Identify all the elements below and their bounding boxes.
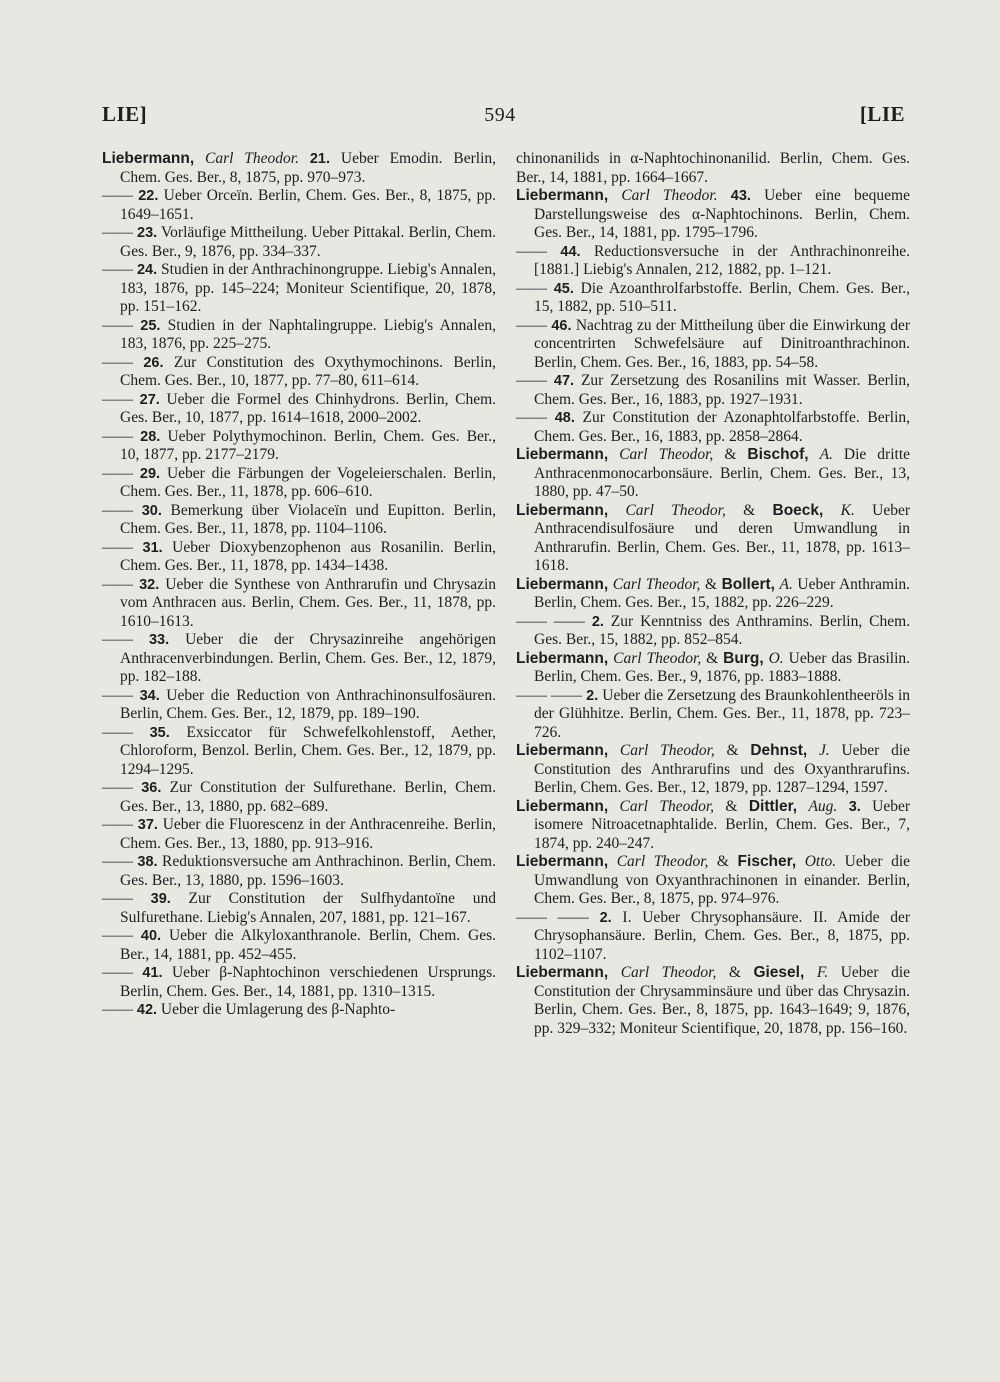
bib-entry [516,317,910,373]
entry-text: Ueber eine bequeme Darstellungsweise des α-Naphtochinons. Berlin, Chem. Ges. Ber., 14, 1881, pp. 1795–1796. [534,187,910,241]
entry-number: 30. [141,502,162,519]
entry-text: Ueber Dioxybenzophenon aus Rosanilin. Berlin, Chem. Ges. Ber., 11, 1878, pp. 1434–1438. [120,538,496,574]
bib-entry [102,964,496,1001]
coauthor-name: Boeck, [772,501,824,519]
running-head-right: [LIE [859,102,905,126]
entry-text: Ueber die Constitution des Anthrarufins und des Oxyanthrarufins. Berlin, Chem. Ges. Ber., 12, 1879, pp. 1287–1294, 1597. [534,742,911,796]
coauthor-name: Bischof, [747,446,809,463]
bib-entry [102,150,496,187]
ditto-dash: —— [102,261,133,278]
bib-entry [516,187,910,243]
ditto-dash: —— [102,575,133,593]
author-given-name: Carl Theodor, [613,649,702,667]
entry-text: Ueber die Synthese von Anthrarufin und Chrysazin vom Anthracen aus. Berlin, Chem. Ges. Ber., 11, 1878, pp. 1610–1613. [120,575,497,630]
bib-entry [102,391,496,428]
bib-entry [516,280,910,317]
ditto-dash: —— [102,686,133,704]
entry-text: Ueber die der Chrysazinreihe angehörigen Anthracenverbindungen. Berlin, Chem. Ges. Ber., 12, 1879, pp. 182–188. [120,631,496,685]
entry-number: 27. [139,391,160,408]
coauthor-initial: Aug. [808,797,838,815]
entry-text: Ueber die Formel des Chinhydrons. Berlin, Chem. Ges. Ber., 10, 1877, pp. 1614–1618, 2000–2002. [120,390,496,426]
entry-number: 39. [150,891,171,907]
ditto-dash: —— [102,853,133,870]
entry-text: Ueber die Umlagerung des β-Naphto- [157,1001,396,1018]
entry-text: Zur Zersetzung des Rosanilins mit Wasser. Berlin, Chem. Ges. Ber., 16, 1883, pp. 1927–1931. [534,372,911,408]
author-name: Liebermann, [516,853,609,870]
bib-entry [102,853,496,890]
entry-text: Zur Constitution der Sulfhydantoïne und Sulfurethane. Liebig's Annalen, 207, 1881, pp. 121–167. [120,890,496,926]
entry-text: Ueber β-Naphtochinon verschiedenen Ursprungs. Berlin, Chem. Ges. Ber., 14, 1881, pp. 1310–1315. [120,964,496,1000]
entry-text: Ueber isomere Nitroacetnaphtalide. Berlin, Chem. Ges. Ber., 7, 1874, pp. 240–247. [534,797,911,852]
entry-text: Nachtrag zu der Mittheilung über die Einwirkung der concentrirten Schwefelsäure auf Dinitroanthrachinon. Berlin, Chem. Ges. Ber., 16, 1883, pp. 54–58. [534,316,910,371]
entry-number: 45. [553,280,574,297]
entry-number: 21. [309,151,331,167]
ditto-dash: —— [102,723,133,741]
bib-entry [102,724,496,780]
author-name: Liebermann, [516,187,609,204]
entry-number: 35. [149,724,170,741]
entry-number: 33. [148,632,170,648]
entry-text: Die Azoanthrolfarbstoffe. Berlin, Chem. Ges. Ber., 15, 1882, pp. 510–511. [534,279,910,315]
entry-number: 37. [137,817,158,833]
entry-number: 36. [141,780,162,796]
author-given-name: Carl Theodor, [620,964,717,981]
ditto-dash: —— [102,464,133,482]
entry-number: 43. [730,188,751,204]
entry-text: Ueber die Constitution der Chrysamminsäure und über das Chrysazin. Berlin, Chem. Ges. Ber., 8, 1875, pp. 1643–1649; 9, 1876, pp. 329–332; Moniteur Scientifique, 20, 1878, pp. 156–160. [534,964,911,1037]
bib-entry [516,502,910,576]
entry-text: Studien in der Naphtalingruppe. Liebig's Annalen, 183, 1876, pp. 225–275. [120,316,496,352]
right-column [516,150,910,1038]
coauthor-name: Bollert, [721,575,775,593]
author-name: Liebermann, [516,575,609,593]
ditto-dash: —— [516,316,547,334]
coauthor-initial: A. [819,446,833,463]
ditto-dash: —— [516,372,547,389]
bib-entry [516,909,910,965]
entry-text: Studien in der Anthrachinongruppe. Liebig's Annalen, 183, 1876, pp. 145–224; Moniteur Scientifique, 20, 1878, pp. 151–162. [120,261,496,315]
coauthor-name: Giesel, [753,964,805,981]
ditto-dash: —— [102,501,133,519]
bib-entry [516,372,910,409]
entry-text: Ueber Anthracendisulfosäure und deren Umwandlung in Anthrarufin. Berlin, Chem. Ges. Ber., 11, 1878, pp. 1613–1618. [534,501,911,574]
author-given-name: Carl Theodor, [619,742,715,759]
entry-text: Ueber Polythymochinon. Berlin, Chem. Ges. Ber., 10, 1877, pp. 2177–2179. [120,427,496,463]
entry-number: 26. [143,354,164,371]
bib-entry [102,779,496,816]
bib-entry [102,224,496,261]
author-name: Liebermann, [516,797,609,815]
author-name: Liebermann, [102,150,195,167]
coauthor-initial: K. [840,501,855,519]
entry-text: Ueber Emodin. Berlin, Chem. Ges. Ber., 8, 1875, pp. 970–973. [120,150,497,186]
entry-text: Ueber die Zersetzung des Braunkohlentheeröls in der Glühhitze. Berlin, Chem. Ges. Ber., 11, 1878, pp. 723–726. [534,686,911,741]
entry-number: 41. [142,965,163,981]
author-given-name: Carl Theodor, [616,853,709,870]
bib-entry-continuation: chinonanilids in α-Naphtochinonanilid. Berlin, Chem. Ges. Ber., 14, 1881, pp. 1664–1667. [516,150,910,186]
entry-text: Vorläufige Mittheilung. Ueber Pittakal. Berlin, Chem. Ges. Ber., 9, 1876, pp. 334–337. [120,224,497,260]
bib-entry [516,853,910,909]
bib-entry [102,576,496,632]
ampersand: & [714,797,749,815]
entry-text: Ueber die Färbungen der Vogeleierschalen. Berlin, Chem. Ges. Ber., 11, 1878, pp. 606–610. [120,464,497,500]
author-given-name: Carl Theodor. [621,187,718,204]
bib-entry [516,576,910,613]
ampersand: & [701,649,724,667]
entry-number: 22. [138,188,159,204]
entry-number: 29. [139,465,161,482]
ditto-dash: —— [516,279,547,297]
author-given-name: Carl Theodor, [619,446,714,463]
entry-text: Ueber Anthramin. Berlin, Chem. Ges. Ber., 15, 1882, pp. 226–229. [534,575,911,611]
ampersand: & [713,446,748,463]
bib-entry [516,964,910,1038]
entry-number: 48. [554,410,575,426]
ditto-dash: —— [102,353,133,371]
entry-number: 28. [140,428,161,445]
entry-text: Die dritte Anthracenmonocarbonsäure. Berlin, Chem. Ges. Ber., 13, 1880, pp. 47–50. [534,446,911,500]
entry-number: 25. [140,317,161,334]
bib-entry [516,613,910,650]
entry-text: Zur Constitution der Sulfurethane. Berlin, Chem. Ges. Ber., 13, 1880, pp. 682–689. [120,779,496,815]
bib-entry [516,243,910,280]
ditto-dash: —— [102,964,133,981]
author-given-name: Carl Theodor. [205,150,299,167]
coauthor-name: Dehnst, [750,742,808,759]
coauthor-initial: F. [816,964,829,981]
ditto-dash: —— —— [516,686,583,704]
ditto-dash: —— [102,224,133,241]
ampersand: & [708,853,738,870]
entry-number: 47. [553,373,575,389]
bib-entry [102,890,496,927]
ditto-dash: —— [102,390,133,408]
author-given-name: Carl Theodor, [625,501,726,519]
entry-number: 38. [137,854,158,870]
bib-entry [102,502,496,539]
coauthor-name: Dittler, [748,797,798,815]
bib-entry [516,446,910,502]
entry-text: Ueber die Umwandlung von Oxyanthrachinonen in einander. Berlin, Chem. Ges. Ber., 8, 1875, pp. 974–976. [534,853,911,907]
author-name: Liebermann, [516,501,609,519]
author-name: Liebermann, [516,964,609,981]
entry-text: Exsiccator für Schwefelkohlenstoff, Aether, Chloroform, Benzol. Berlin, Chem. Ges. Ber., 12, 1879, pp. 1294–1295. [120,723,497,778]
bib-entry [102,927,496,964]
bib-entry [102,354,496,391]
entry-number: 40. [140,928,162,944]
running-head-left: LIE] [102,102,148,126]
ditto-dash: —— [102,631,133,648]
bib-entry [102,428,496,465]
entry-text: Zur Constitution des Oxythymochinons. Berlin, Chem. Ges. Ber., 10, 1877, pp. 77–80, 611–614. [120,353,496,389]
entry-text: Ueber Orceïn. Berlin, Chem. Ges. Ber., 8, 1875, pp. 1649–1651. [120,187,497,223]
ampersand: & [700,575,722,593]
bib-entry [102,816,496,853]
page-number: 594 [484,104,516,126]
ditto-dash: —— [102,890,133,907]
entry-text: Zur Kenntniss des Anthramins. Berlin, Chem. Ges. Ber., 15, 1882, pp. 852–854. [534,612,911,648]
bib-entry [516,409,910,446]
author-given-name: Carl Theodor, [612,575,701,593]
ampersand: & [725,501,773,519]
entry-text: Reductionsversuche in der Anthrachinonreihe. [1881.] Liebig's Annalen, 212, 1882, pp. 1–121. [534,242,910,278]
entry-number: 2. [586,687,599,704]
entry-number: 34. [139,687,160,704]
entry-text: I. Ueber Chrysophansäure. II. Amide der Chrysophansäure. Berlin, Chem. Ges. Ber., 8, 1875, pp. 1102–1107. [534,908,911,963]
coauthor-name: Fischer, [737,853,797,870]
ditto-dash: —— [516,409,547,426]
ditto-dash: —— [102,187,133,204]
author-name: Liebermann, [516,649,609,667]
bib-entry [102,261,496,317]
ditto-dash: —— —— [516,908,589,926]
bib-entry [102,687,496,724]
entry-text: Ueber die Alkyloxanthranole. Berlin, Chem. Ges. Ber., 14, 1881, pp. 452–455. [120,927,496,963]
entry-number: 32. [139,576,160,593]
author-given-name: Carl Theodor, [619,797,715,815]
ampersand: & [714,742,751,759]
coauthor-initial: O. [768,649,784,667]
bib-entry [102,317,496,354]
ditto-dash: —— [102,538,133,556]
ditto-dash: —— [102,927,133,944]
coauthor-initial: A. [779,575,793,593]
entry-text: Zur Constitution der Azonaphtolfarbstoffe. Berlin, Chem. Ges. Ber., 16, 1883, pp. 2858–2864. [534,409,910,445]
entry-number: 3. [848,798,861,815]
entry-number: 46. [551,317,572,334]
entry-text: Ueber die Reduction von Anthrachinonsulfosäuren. Berlin, Chem. Ges. Ber., 12, 1879, pp. 189–190. [120,686,496,722]
bib-entry [516,798,910,854]
entry-number: 42. [136,1002,158,1018]
author-name: Liebermann, [516,446,609,463]
entry-text: Ueber das Brasilin. Berlin, Chem. Ges. Ber., 9, 1876, pp. 1883–1888. [534,649,911,685]
entry-number: 23. [137,225,158,241]
bib-entry [516,687,910,743]
entry-number: 2. [599,909,612,926]
bib-entry [102,1001,496,1020]
entry-text: Bemerkung über Violaceïn und Eupitton. Berlin, Chem. Ges. Ber., 11, 1878, pp. 1104–1106. [120,501,496,537]
author-name: Liebermann, [516,742,609,759]
bib-entry [102,465,496,502]
bib-entry [102,631,496,687]
coauthor-initial: J. [818,742,830,759]
coauthor-name: Burg, [723,649,764,667]
ditto-dash: —— [102,816,133,833]
entry-number: 44. [560,243,581,260]
ditto-dash: —— [102,779,133,796]
coauthor-initial: Otto. [804,853,837,870]
entry-text: Reduktionsversuche am Anthrachinon. Berlin, Chem. Ges. Ber., 13, 1880, pp. 1596–1603. [120,853,496,889]
ampersand: & [716,964,754,981]
entry-number: 2. [591,613,604,630]
entry-number: 24. [136,262,158,278]
ditto-dash: —— [102,1001,133,1018]
left-column [102,150,496,1020]
ditto-dash: —— —— [516,612,585,630]
bib-entry [102,539,496,576]
bib-entry [102,187,496,224]
bib-entry [516,742,910,798]
ditto-dash: —— [102,427,133,445]
ditto-dash: —— [516,242,547,260]
ditto-dash: —— [102,316,133,334]
bib-entry [516,650,910,687]
entry-text: Ueber die Fluorescenz in der Anthracenreihe. Berlin, Chem. Ges. Ber., 13, 1880, pp. 913–916. [120,816,496,852]
entry-number: 31. [142,539,163,556]
